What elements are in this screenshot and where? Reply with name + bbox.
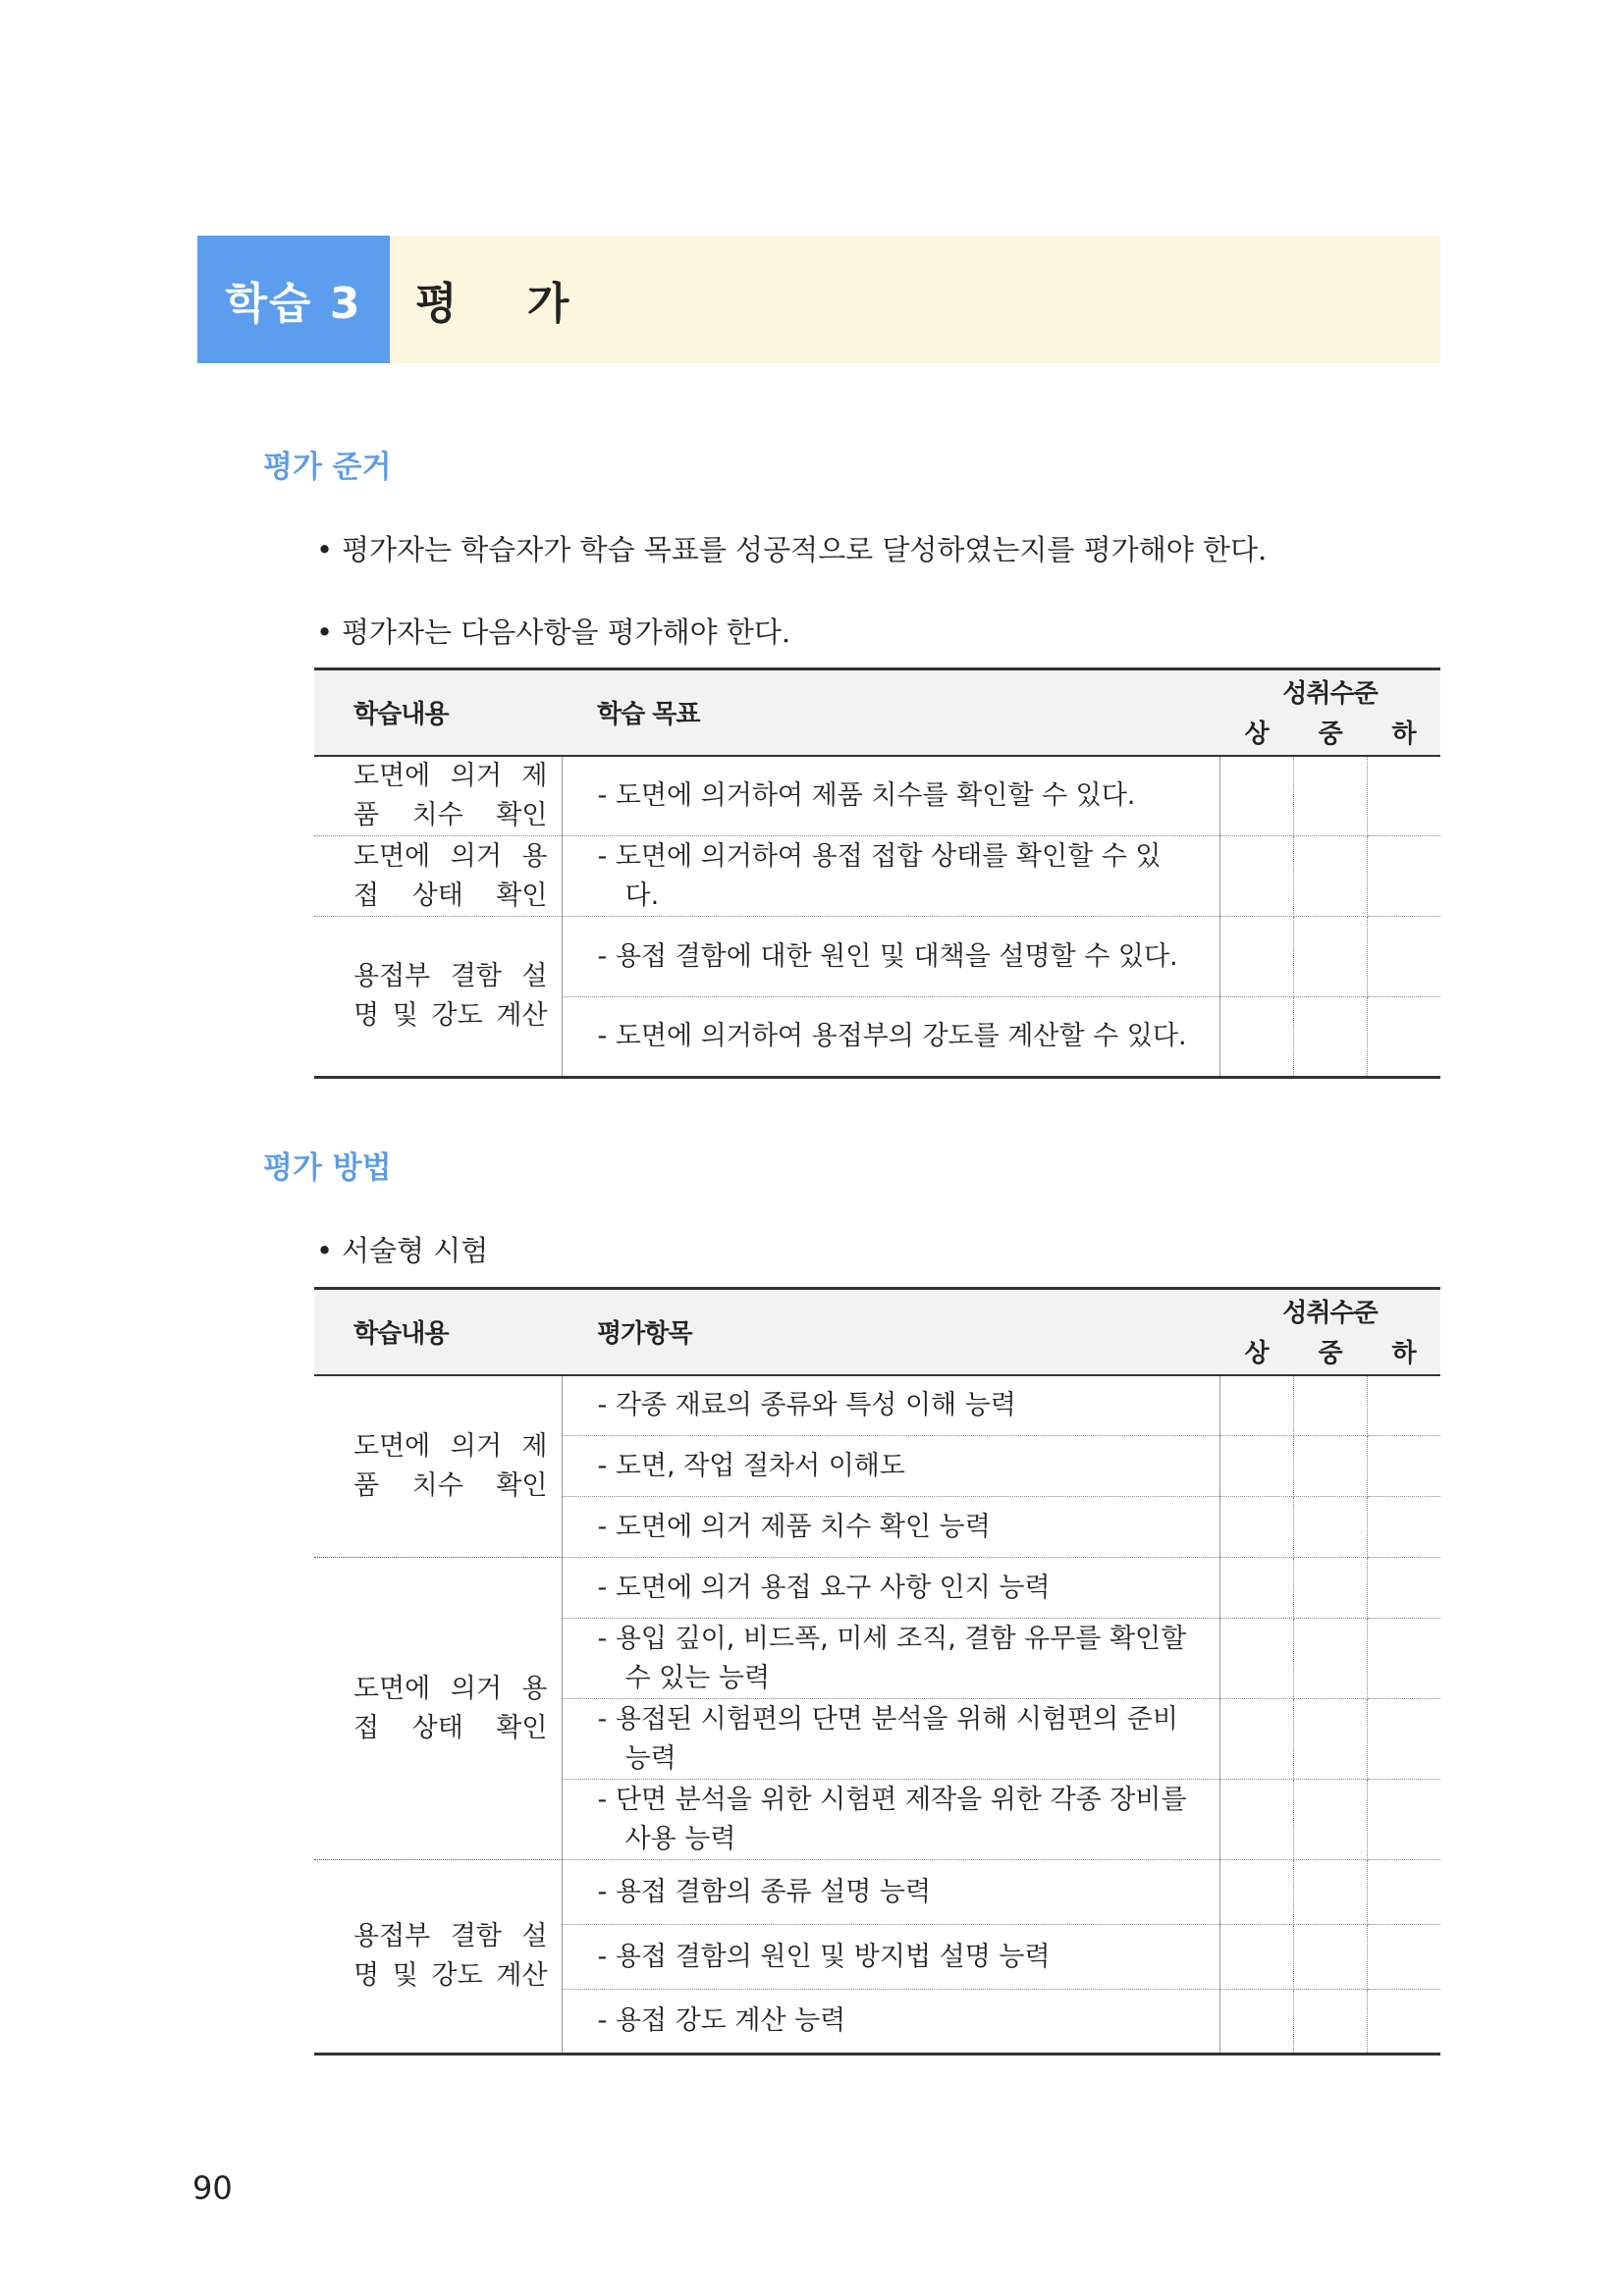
check-cell-low[interactable] <box>1367 917 1440 997</box>
goal-text: - 도면에 의거하여 용접부의 강도를 계산할 수 있다. <box>597 1021 1187 1051</box>
row-content: 도면에 의거 용접 상태 확인 <box>314 1558 562 1860</box>
col-content-header: 학습내용 <box>314 1289 562 1375</box>
bullet-dot: • <box>316 1234 334 1267</box>
row-goal <box>562 836 1219 917</box>
check-cell-high[interactable] <box>1219 1558 1293 1619</box>
col-level-header: 성취수준 <box>1219 669 1440 713</box>
row-item <box>562 1558 1219 1619</box>
item-text: - 용접된 시험편의 단면 분석을 위해 시험편의 준비 능력 <box>597 1703 1178 1774</box>
check-cell-high[interactable] <box>1219 756 1293 836</box>
table-row <box>314 1375 1440 1436</box>
col-content-header: 학습내용 <box>314 669 562 756</box>
level-high: 상 <box>1219 713 1293 756</box>
page-title: 평 가 <box>390 236 1440 363</box>
bullet-dot: • <box>316 615 334 649</box>
item-text: - 용입 깊이, 비드폭, 미세 조직, 결함 유무를 확인할 수 있는 능력 <box>597 1623 1187 1693</box>
check-cell-mid[interactable] <box>1293 1925 1367 1990</box>
row-goal <box>562 756 1219 836</box>
check-cell-high[interactable] <box>1219 1860 1293 1925</box>
check-cell-low[interactable] <box>1367 1699 1440 1780</box>
col-goal-header: 학습 목표 <box>562 669 1219 756</box>
check-cell-mid[interactable] <box>1293 1780 1367 1860</box>
table-row <box>314 1860 1440 1925</box>
check-cell-low[interactable] <box>1367 836 1440 917</box>
check-cell-mid[interactable] <box>1293 1619 1367 1699</box>
item-text: - 도면에 의거 용접 요구 사항 인지 능력 <box>597 1572 1051 1603</box>
check-cell-high[interactable] <box>1219 1619 1293 1699</box>
row-item <box>562 1497 1219 1558</box>
col-item-header: 평가항목 <box>562 1289 1219 1375</box>
criteria-bullet-1 <box>316 528 1267 568</box>
item-text: - 단면 분석을 위한 시험편 제작을 위한 각종 장비를 사용 능력 <box>597 1784 1187 1854</box>
item-text: - 도면, 작업 절차서 이해도 <box>597 1450 905 1481</box>
check-cell-high[interactable] <box>1219 1925 1293 1990</box>
lesson-label: 학습 3 <box>197 236 390 363</box>
bullet-dot: • <box>316 533 334 566</box>
row-item <box>562 1436 1219 1497</box>
check-cell-mid[interactable] <box>1293 1558 1367 1619</box>
row-item <box>562 1375 1219 1436</box>
check-cell-mid[interactable] <box>1293 836 1367 917</box>
row-item <box>562 1699 1219 1780</box>
criteria-bullet-1-text: 평가자는 학습자가 학습 목표를 성공적으로 달성하였는지를 평가해야 한다. <box>342 533 1268 566</box>
row-item <box>562 1619 1219 1699</box>
method-bullet-text: 서술형 시험 <box>342 1234 489 1267</box>
check-cell-mid[interactable] <box>1293 997 1367 1078</box>
check-cell-high[interactable] <box>1219 1375 1293 1436</box>
check-cell-low[interactable] <box>1367 756 1440 836</box>
criteria-bullet-2 <box>316 611 790 651</box>
row-goal <box>562 917 1219 997</box>
item-text: - 각종 재료의 종류와 특성 이해 능력 <box>597 1389 1016 1420</box>
check-cell-low[interactable] <box>1367 1558 1440 1619</box>
level-high: 상 <box>1219 1332 1293 1375</box>
check-cell-high[interactable] <box>1219 997 1293 1078</box>
table-row <box>314 756 1440 836</box>
evaluation-method-title: 평가 방법 <box>263 1150 392 1186</box>
level-low: 하 <box>1367 1332 1440 1375</box>
check-cell-low[interactable] <box>1367 1780 1440 1860</box>
level-mid: 중 <box>1293 1332 1367 1375</box>
goal-text: - 도면에 의거하여 용접 접합 상태를 확인할 수 있다. <box>597 840 1162 911</box>
page-number: 90 <box>192 2169 233 2207</box>
check-cell-low[interactable] <box>1367 1619 1440 1699</box>
check-cell-low[interactable] <box>1367 997 1440 1078</box>
check-cell-high[interactable] <box>1219 1497 1293 1558</box>
item-text: - 용접 강도 계산 능력 <box>597 2005 846 2036</box>
criteria-table <box>314 667 1440 1079</box>
check-cell-low[interactable] <box>1367 1990 1440 2055</box>
table-row <box>314 917 1440 997</box>
check-cell-low[interactable] <box>1367 1860 1440 1925</box>
row-content: 도면에 의거 제품 치수 확인 <box>314 756 562 836</box>
row-content: 용접부 결함 설명 및 강도 계산 <box>314 917 562 1078</box>
row-goal <box>562 997 1219 1078</box>
check-cell-mid[interactable] <box>1293 1990 1367 2055</box>
check-cell-mid[interactable] <box>1293 1497 1367 1558</box>
method-table <box>314 1287 1440 2056</box>
goal-text: - 용접 결함에 대한 원인 및 대책을 설명할 수 있다. <box>597 940 1178 972</box>
check-cell-low[interactable] <box>1367 1375 1440 1436</box>
check-cell-high[interactable] <box>1219 1990 1293 2055</box>
check-cell-mid[interactable] <box>1293 917 1367 997</box>
criteria-bullet-2-text: 평가자는 다음사항을 평가해야 한다. <box>342 615 791 649</box>
table-row <box>314 836 1440 917</box>
row-item <box>562 1780 1219 1860</box>
level-mid: 중 <box>1293 713 1367 756</box>
row-item <box>562 1925 1219 1990</box>
method-bullet <box>316 1229 488 1269</box>
check-cell-high[interactable] <box>1219 1780 1293 1860</box>
check-cell-low[interactable] <box>1367 1925 1440 1990</box>
check-cell-high[interactable] <box>1219 1436 1293 1497</box>
check-cell-mid[interactable] <box>1293 1699 1367 1780</box>
row-content: 도면에 의거 제품 치수 확인 <box>314 1375 562 1558</box>
goal-text: - 도면에 의거하여 제품 치수를 확인할 수 있다. <box>597 779 1136 811</box>
item-text: - 용접 결함의 종류 설명 능력 <box>597 1876 932 1907</box>
evaluation-criteria-title: 평가 준거 <box>263 450 392 485</box>
check-cell-high[interactable] <box>1219 1699 1293 1780</box>
check-cell-high[interactable] <box>1219 836 1293 917</box>
row-content: 도면에 의거 용접 상태 확인 <box>314 836 562 917</box>
level-low: 하 <box>1367 713 1440 756</box>
check-cell-low[interactable] <box>1367 1497 1440 1558</box>
row-content: 용접부 결함 설명 및 강도 계산 <box>314 1860 562 2055</box>
check-cell-mid[interactable] <box>1293 1375 1367 1436</box>
section-header <box>197 236 1440 363</box>
check-cell-mid[interactable] <box>1293 1860 1367 1925</box>
check-cell-mid[interactable] <box>1293 1436 1367 1497</box>
col-level-header: 성취수준 <box>1219 1289 1440 1332</box>
check-cell-mid[interactable] <box>1293 756 1367 836</box>
item-text: - 용접 결함의 원인 및 방지법 설명 능력 <box>597 1941 1051 1972</box>
item-text: - 도면에 의거 제품 치수 확인 능력 <box>597 1511 991 1542</box>
check-cell-low[interactable] <box>1367 1436 1440 1497</box>
check-cell-high[interactable] <box>1219 917 1293 997</box>
row-item <box>562 1860 1219 1925</box>
table-row <box>314 1558 1440 1619</box>
row-item <box>562 1990 1219 2055</box>
